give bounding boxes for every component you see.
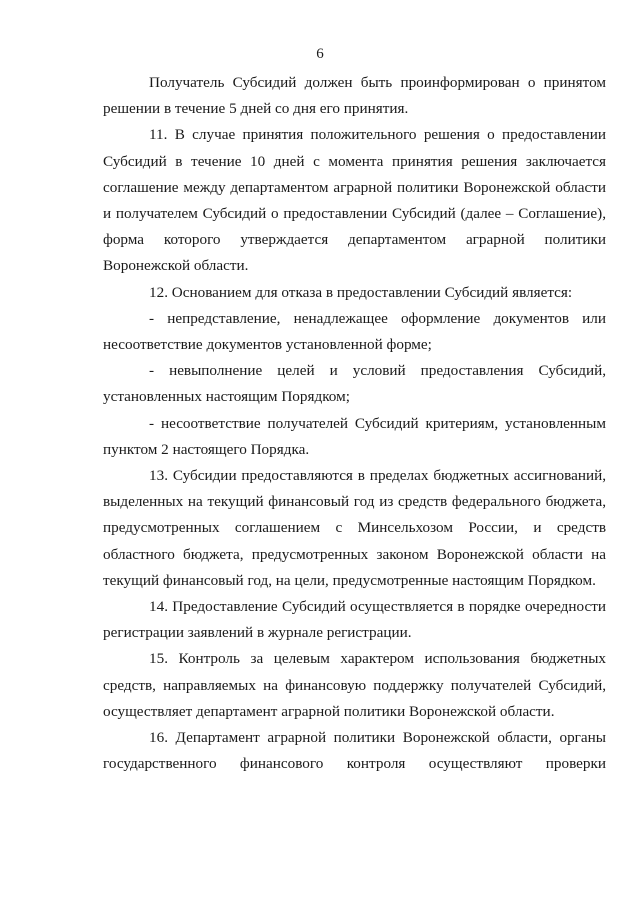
document-body [103,70,606,777]
list-item-non-fulfillment: - невыполнение целей и условий предоставления Субсидий, установленных настоящим Порядком; [103,362,606,406]
paragraph-13-budget: 13. Субсидии предоставляются в пределах бюджетных ассигнований, выделенных на текущий финансовый год из средств федерального бюджета, предусмотренных соглашением с Минсельхозом России, и средств областного бюджета, предусмотренных законом Воронежской области на текущий финансовый год, на цели, предусмотренные настоящим Порядком. [103,467,606,589]
paragraph-11-agreement: 11. В случае принятия положительного решения о предоставлении Субсидий в течение 10 дней с момента принятия решения заключается соглашение между департаментом аграрной политики Воронежской области и получателем Субсидий о предоставлении Субсидий (далее – Соглашение), форма которого утверждается департаментом аграрной политики Воронежской области. [103,126,606,275]
paragraph-16-inspections: 16. Департамент аграрной политики Воронежской области, органы государственного финансового контроля осуществляют проверки [103,729,606,773]
paragraph-14-order: 14. Предоставление Субсидий осуществляется в порядке очередности регистрации заявлений в журнале регистрации. [103,598,606,642]
page-number: 6 [316,46,324,62]
paragraph-15-control: 15. Контроль за целевым характером использования бюджетных средств, направляемых на финансовую поддержку получателей Субсидий, осуществляет департамент аграрной политики Воронежской области. [103,650,606,720]
paragraph-recipient-notification: Получатель Субсидий должен быть проинформирован о принятом решении в течение 5 дней со дня его принятия. [103,74,606,118]
list-item-non-submission: - непредставление, ненадлежащее оформление документов или несоответствие документов установленной форме; [103,309,606,354]
list-item-criteria-mismatch: - несоответствие получателей Субсидий критериям, установленным пунктом 2 настоящего Порядка. [103,414,606,458]
paragraph-12-refusal-grounds: 12. Основанием для отказа в предоставлении Субсидий является: [149,283,573,301]
